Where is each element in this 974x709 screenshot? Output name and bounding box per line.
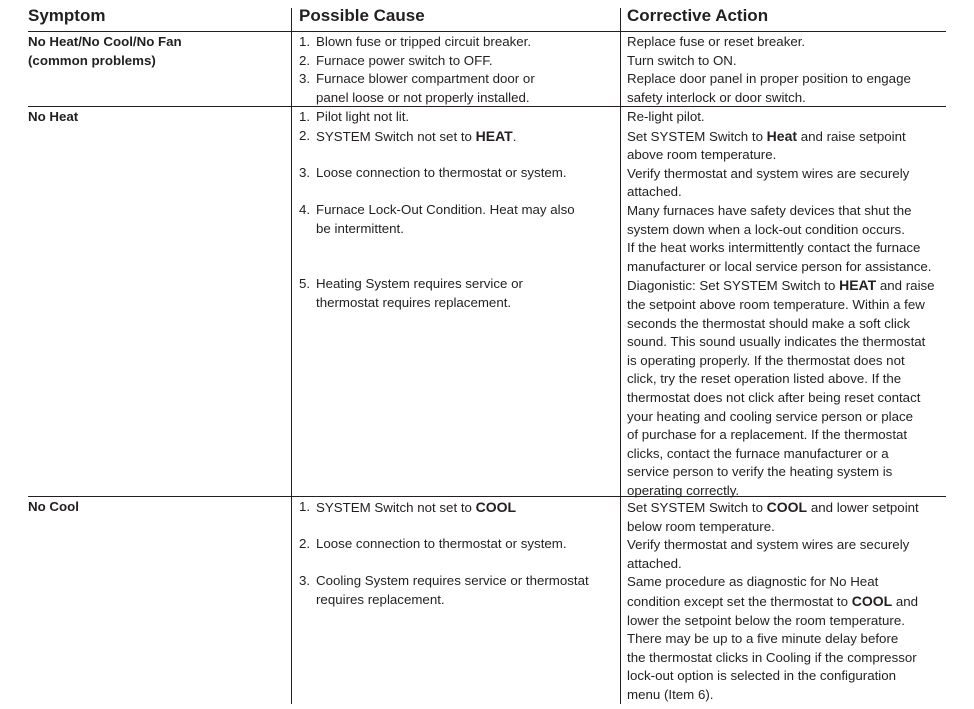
action-suffix: and lower setpoint below room temperature. <box>627 500 919 534</box>
cool-keyword: COOL <box>766 499 808 515</box>
action-text: Replace door panel in proper position to engage safety interlock or door switch. <box>627 71 911 105</box>
heat-keyword: HEAT <box>475 127 513 144</box>
cause-number: 2. <box>299 536 311 552</box>
cause-text: Furnace Lock-Out Condition. Heat may also be intermittent. <box>316 202 575 236</box>
cause-number: 3. <box>299 71 311 87</box>
action-text <box>627 573 957 704</box>
action-text: Re-light pilot. <box>627 109 705 124</box>
cause-number: 2. <box>299 127 311 143</box>
header-corrective-action: Corrective Action <box>627 6 769 25</box>
cause-number: 1. <box>299 499 311 514</box>
actions-common-problems <box>627 33 957 107</box>
cause-number: 4. <box>299 202 311 217</box>
header-symptom: Symptom <box>28 6 106 25</box>
action-text <box>627 127 957 165</box>
header-rule <box>28 31 946 32</box>
action-text: Verify thermostat and system wires are securely attached. <box>627 165 910 200</box>
cause-item <box>299 572 632 609</box>
cause-text: Furnace power switch to OFF. <box>316 52 493 68</box>
action-prefix: Diagonistic: Set SYSTEM Switch to <box>627 278 840 294</box>
action-suffix: and raise setpoint above room temperature. <box>627 128 906 163</box>
action-text <box>627 276 957 500</box>
action-suffix: and lower the setpoint below the room temperature. There may be up to a five minute delay before the thermostat clicks in Cooling if the compressor lock-out option is selected in the configuration menu (Item 6). <box>627 593 919 702</box>
cause-text: Loose connection to thermostat or system. <box>316 536 567 552</box>
column-divider-1 <box>291 8 292 704</box>
cause-item <box>299 33 615 52</box>
cause-item <box>299 52 615 71</box>
cause-item <box>299 127 632 147</box>
cause-item <box>299 70 615 107</box>
action-text: Turn switch to ON. <box>627 52 737 68</box>
action-text: Verify thermostat and system wires are securely attached. <box>627 537 910 571</box>
heat-keyword: HEAT <box>839 277 877 294</box>
cause-number: 5. <box>299 276 311 292</box>
cause-text: Heating System requires service or thermostat requires replacement. <box>316 276 523 310</box>
actions-no-cool <box>627 498 957 705</box>
cause-text: SYSTEM Switch not set to <box>316 500 476 515</box>
action-text <box>627 498 957 536</box>
cause-item <box>299 498 632 518</box>
actions-no-heat <box>627 108 957 500</box>
cause-number: 1. <box>299 34 311 49</box>
cool-keyword: COOL <box>475 499 517 515</box>
cause-item <box>299 108 632 127</box>
symptom-common-problems: No Heat/No Cool/No Fan (common problems) <box>28 34 182 68</box>
cause-text: Pilot light not lit. <box>316 109 410 124</box>
cause-number: 3. <box>299 164 311 180</box>
causes-common-problems <box>299 33 615 107</box>
action-text: Replace fuse or reset breaker. <box>627 34 806 49</box>
cause-item <box>299 164 632 183</box>
symptom-no-heat: No Heat <box>28 109 79 124</box>
symptom-no-cool: No Cool <box>28 499 79 514</box>
action-prefix: Set SYSTEM Switch to <box>627 500 767 515</box>
cause-text: SYSTEM Switch not set to <box>316 128 476 144</box>
cause-item <box>299 275 632 312</box>
heat-keyword: Heat <box>766 127 798 144</box>
cause-text: Furnace blower compartment door or panel loose or not properly installed. <box>316 71 535 105</box>
cause-text: Blown fuse or tripped circuit breaker. <box>316 34 532 49</box>
cool-keyword: COOL <box>851 592 893 609</box>
cause-text: Loose connection to thermostat or system. <box>316 164 567 180</box>
action-prefix: Same procedure as diagnostic for No Heat condition except set the thermostat to <box>627 574 879 609</box>
cause-item <box>299 535 632 554</box>
action-suffix: and raise the setpoint above room temperature. Within a few seconds the thermostat should make a soft click sound. This sound usually indicates the thermostat is operating properly. If the thermostat does not click, try the reset operation listed above. If the thermostat does not click after being reset contact your heating and cooling service person or place of purchase for a replacement. If the thermostat clicks, contact the furnace manufacturer or a service person to verify the heating system is operating correctly. <box>627 278 935 498</box>
cause-number: 1. <box>299 109 311 124</box>
action-prefix: Set SYSTEM Switch to <box>627 128 767 144</box>
cause-number: 2. <box>299 52 311 68</box>
action-text: Many furnaces have safety devices that shut the system down when a lock-out condition occurs. If the heat works intermittently contact the furnace manufacturer or local service person for assistance. <box>627 202 932 274</box>
cause-number: 3. <box>299 573 311 589</box>
cause-text: Cooling System requires service or thermostat requires replacement. <box>316 573 589 607</box>
cause-suffix: . <box>512 128 517 144</box>
cause-item <box>299 201 632 238</box>
header-possible-cause: Possible Cause <box>299 6 425 25</box>
